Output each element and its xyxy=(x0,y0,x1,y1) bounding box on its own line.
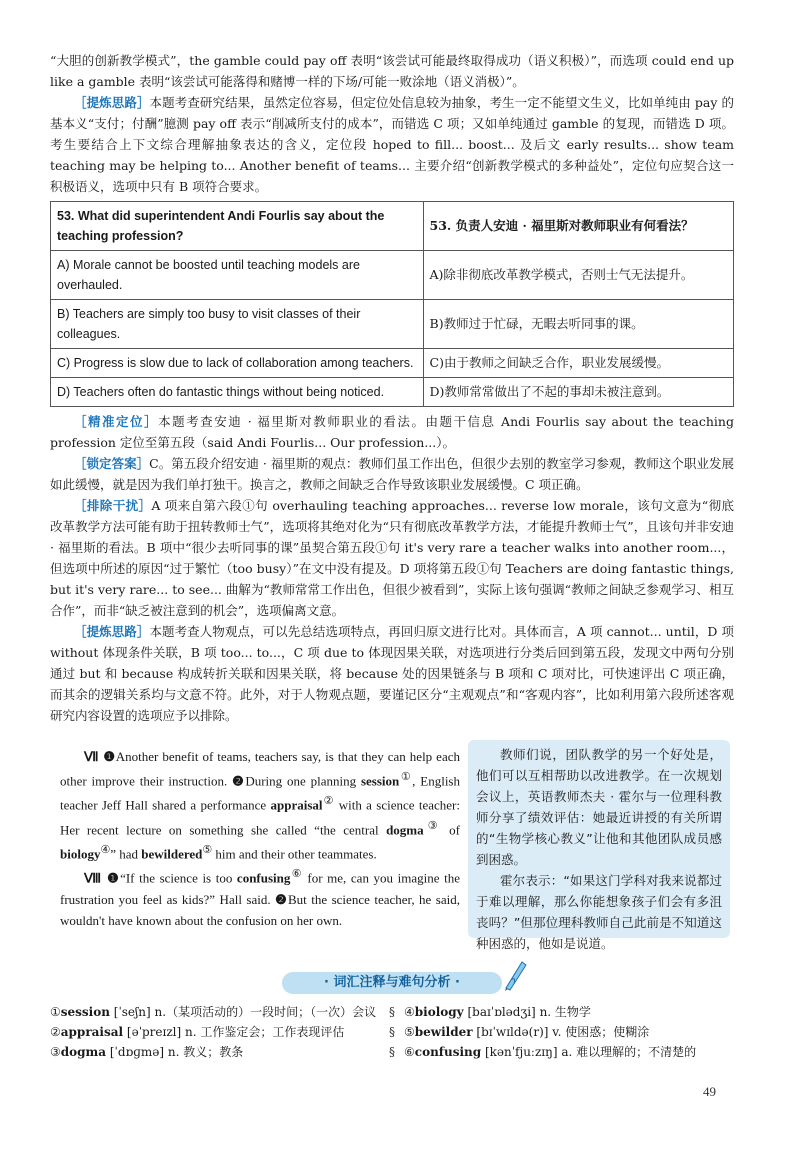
passage-paragraph-8 xyxy=(60,864,460,930)
p7-text-e: ” had xyxy=(110,846,142,862)
vocab-item xyxy=(404,1042,734,1062)
vocab-word-bewildered: bewildered xyxy=(141,846,203,862)
vocab-number: ① xyxy=(50,1005,61,1019)
option-b-en: B) Teachers are simply too busy to visit classes of their colleagues. xyxy=(51,300,424,349)
passage-paragraph-7 xyxy=(60,746,460,864)
option-row-a xyxy=(51,251,734,300)
question-en: 53. What did superintendent Andi Fourlis say about the teaching profession? xyxy=(51,202,424,251)
paragraph-7-marker: Ⅶ ❶ xyxy=(84,749,116,764)
option-row-b xyxy=(51,300,734,349)
vocab-number: ② xyxy=(50,1025,61,1039)
answer-paragraph xyxy=(50,453,734,495)
note-marker-1: ① xyxy=(399,771,413,783)
question-zh: 53. 负责人安迪 · 福里斯对教师职业有何看法？ xyxy=(423,202,733,251)
p7-text-f: him and their other teammates. xyxy=(212,846,377,862)
option-d-zh: D)教师常常做出了不起的事却未被注意到。 xyxy=(423,378,733,407)
vocab-column-left xyxy=(50,1002,380,1062)
translation-paragraph-7: 教师们说，团队教学的另一个好处是，他们可以互相帮助以改进教学。在一次规划会议上，英语教师杰夫 · 霍尔与一位理科教师分享了绩效评估：她最近讲授的有关所谓的“生物学核心教义”让他和其他团队成员感到困惑。 xyxy=(476,747,722,867)
think-tag-53: ［提炼思路］ xyxy=(74,624,150,639)
vocab-item xyxy=(50,1042,380,1062)
vocab-ipa: [kənˈfjuːzɪŋ] xyxy=(484,1045,558,1059)
option-a-zh: A)除非彻底改革教学模式，否则士气无法提升。 xyxy=(423,251,733,300)
exclude-text: A 项来自第六段①句 overhauling teaching approaches... reverse low morale，该句文意为“彻底改革教学方法可能有助于扭转教师士气”，选项将其绝对化为“只有彻底改革教学方法，才能提升教师士气”，且该句并非安迪 · 福里斯的看法。B 项中“很少去听同事的课”虽契合第五段①句 it's very rare a teacher walks into another room...，但选项中所述的原因“过于繁忙（too busy）”在文中没有提及。D 项将第五段①句 Teachers are doing fantastic things, but it's very rare... to see... 曲解为“教师常常工作出色，但很少被看到”，实际上该句强调“教师之间缺乏参观学习、相互合作”，而非“缺乏被注意到的机会”，选项偏离文意。 xyxy=(50,498,734,618)
option-a-en: A) Morale cannot be boosted until teaching models are overhauled. xyxy=(51,251,424,300)
english-passage xyxy=(60,746,460,931)
p7-text-c: with a science teacher: Her recent lecture on something she called “the central xyxy=(60,797,460,837)
vocab-word-appraisal: appraisal xyxy=(270,797,323,813)
vocab-item xyxy=(404,1002,734,1022)
exclude-tag: ［排除干扰］ xyxy=(74,498,152,513)
question-row xyxy=(51,202,734,251)
think-paragraph-52 xyxy=(50,92,734,197)
locate-text: 本题考查安迪 · 福里斯对教师职业的看法。由题干信息 Andi Fourlis say about the teaching profession 定位至第五段（said Andi Fourlis... Our profession...）。 xyxy=(50,414,734,450)
translation-paragraph-8: 霍尔表示：“如果这门学科对我来说都过于难以理解，那么你能想象孩子们会有多沮丧吗？”但那位理科教师自己此前是不知道这种困惑的，他如是说道。 xyxy=(476,873,722,951)
p8-sentence-2-marker: ❷ xyxy=(275,891,288,907)
vocab-title-text: · 词汇注释与难句分析 · xyxy=(324,975,460,990)
vocab-number: ⑤ xyxy=(404,1025,415,1039)
vocab-word: dogma xyxy=(60,1045,107,1059)
vocab-list xyxy=(50,1002,734,1062)
vocab-word-biology: biology xyxy=(60,846,101,862)
vocab-divider: § § § xyxy=(389,1005,395,1059)
option-c-en: C) Progress is slow due to lack of collaboration among teachers. xyxy=(51,349,424,378)
note-marker-2: ② xyxy=(322,795,335,808)
vocab-ipa: [baɪˈɒlədʒi] xyxy=(467,1005,536,1019)
vocab-definition: n.（某项活动的）一段时间；（一次）会议 xyxy=(154,1005,377,1019)
vocab-item xyxy=(50,1022,380,1042)
vocab-number: ④ xyxy=(404,1005,415,1019)
pen-icon xyxy=(502,958,528,992)
option-b-zh: B)教师过于忙碌，无暇去听同事的课。 xyxy=(423,300,733,349)
option-d-en: D) Teachers often do fantastic things without being noticed. xyxy=(51,378,424,407)
answer-tag: ［锁定答案］ xyxy=(74,456,150,471)
vocab-word: bewilder xyxy=(414,1025,473,1039)
question-table xyxy=(50,201,734,407)
p7-text-d: of xyxy=(441,821,460,837)
think-text: 本题考查研究结果，虽然定位容易，但定位处信息较为抽象，考生一定不能望文生义，比如单纯由 pay 的基本义“支付；付酬”臆测 pay off 表示“削减所支付的成本”，而错选 C 项；又如单纯通过 gamble 的复现，而错选 D 项。考生要结合上下文综合理解抽象表达的含义，定位段 hoped to fill... boost... 及后文 early results... show team teaching may be helping to... Another benefit of teams... 主要介绍“创新教学模式的多种益处”，定位句应契合这一积极语义，选项中只有 B 项符合要求。 xyxy=(50,95,734,194)
analysis-paragraph-top: “大胆的创新教学模式”，the gamble could pay off 表明“该尝试可能最终取得成功（语义积极）”，而选项 could end up like a gamble 表明“该尝试可能落得和赌博一样的下场/可能一败涂地（语义消极）”。 xyxy=(50,53,734,89)
vocab-word: confusing xyxy=(414,1045,482,1059)
vocab-section-title xyxy=(282,972,502,994)
note-marker-4: ④ xyxy=(100,843,111,856)
exclude-paragraph xyxy=(50,495,734,621)
vocab-item xyxy=(404,1022,734,1042)
vocab-word-confusing: confusing xyxy=(236,870,291,886)
vocab-definition: n. 生物学 xyxy=(539,1005,591,1019)
note-marker-5: ⑤ xyxy=(202,843,213,856)
p8-text-b: for me, can you imagine the frustration you feel as kids?” Hall said. xyxy=(60,870,460,907)
chinese-translation-box xyxy=(468,740,730,951)
vocab-definition: v. 使困惑；使糊涂 xyxy=(552,1025,650,1039)
think-paragraph-53 xyxy=(50,621,734,726)
p7-sentence-2-marker: ❷ xyxy=(232,773,246,789)
option-row-d xyxy=(51,378,734,407)
page-content xyxy=(50,50,734,1062)
vocab-definition: n. 教义；教条 xyxy=(167,1045,244,1059)
answer-text: C。第五段介绍安迪 · 福里斯的观点：教师们虽工作出色，但很少去别的教室学习参观，教师这个职业发展如此缓慢，就是因为我们单打独干。换言之，教师之间缺乏合作导致该职业发展缓慢。C 项正确。 xyxy=(50,456,734,492)
vocab-word-dogma: dogma xyxy=(386,821,424,837)
think-tag: ［提炼思路］ xyxy=(74,95,150,110)
option-row-c xyxy=(51,349,734,378)
reading-section xyxy=(50,740,734,950)
note-marker-6: ⑥ xyxy=(290,868,303,881)
paragraph-8-marker: Ⅷ ❶ xyxy=(84,870,121,886)
p7-text-a: During one planning xyxy=(245,773,361,789)
note-marker-3: ③ xyxy=(423,819,442,832)
vocab-item xyxy=(50,1002,380,1022)
p8-text-a: “If the science is too xyxy=(120,870,237,886)
vocab-ipa: [bɪˈwɪldə(r)] xyxy=(476,1025,549,1039)
p7-sentence-1: Another benefit of teams, teachers say, is that they can help each other improve their instruction. xyxy=(60,749,460,789)
vocab-column-right xyxy=(404,1002,734,1062)
locate-tag: ［精准定位］ xyxy=(74,414,159,429)
vocab-word-session: session xyxy=(360,773,400,789)
locate-paragraph xyxy=(50,411,734,453)
vocab-ipa: [əˈpreɪzl] xyxy=(126,1025,182,1039)
vocab-word: biology xyxy=(414,1005,464,1019)
vocab-number: ③ xyxy=(50,1045,61,1059)
vocab-word: session xyxy=(60,1005,110,1019)
page-number: 49 xyxy=(703,1084,716,1099)
vocab-ipa: [ˈseʃn] xyxy=(113,1005,151,1019)
vocab-definition: a. 难以理解的；不清楚的 xyxy=(561,1045,697,1059)
option-c-zh: C)由于教师之间缺乏合作，职业发展缓慢。 xyxy=(423,349,733,378)
vocab-word: appraisal xyxy=(60,1025,124,1039)
think-text-53: 本题考查人物观点，可以先总结选项特点，再回归原文进行比对。具体而言，A 项 cannot... until，D 项 without 体现条件关联，B 项 too... to...，C 项 due to 体现因果关联，对选项进行分类后回到第五段，发现文中两句分别通过 but 和 because 构成转折关联和因果关联，将 because 处的因果链条与 B 项和 C 项对比，可快速评出 C 项正确，而其余的逻辑关系均与文意不符。此外，对于人物观点题，要谨记区分“主观观点”和“客观内容”，比如利用第六段所述客观研究内容设置的选项应予以排除。 xyxy=(50,624,734,723)
p7-text-b: , English teacher Jeff Hall shared a performance xyxy=(60,773,460,813)
vocab-ipa: [ˈdɒɡmə] xyxy=(109,1045,165,1059)
vocab-number: ⑥ xyxy=(404,1045,415,1059)
p8-sentence-2: But the science teacher, he said, wouldn't have known about the confusion on her own. xyxy=(60,891,460,928)
vocab-definition: n. 工作鉴定会；工作表现评估 xyxy=(185,1025,345,1039)
